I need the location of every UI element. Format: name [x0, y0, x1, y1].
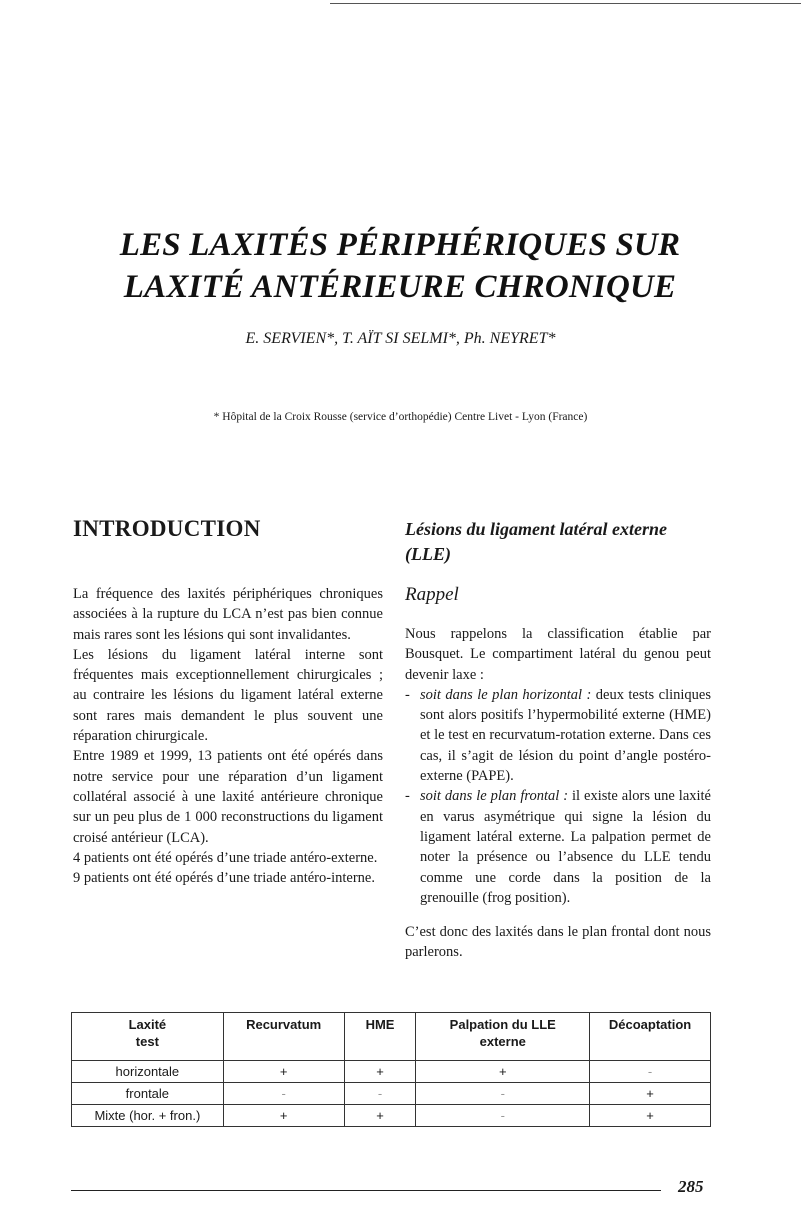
bullet-item-horizontal [405, 685, 711, 786]
paragraph: 9 patients ont été opérés d’une triade antéro-interne. [73, 870, 375, 887]
authors: E. SERVIEN*, T. AÏT SI SELMI*, Ph. NEYRET* [245, 330, 556, 347]
affiliation: * Hôpital de la Croix Rousse (service d’orthopédie) Centre Livet - Lyon (France) [213, 411, 588, 423]
table-header-cell: Recurvatum [223, 1013, 344, 1061]
table-cell: + [344, 1105, 416, 1127]
bullet-lead: soit dans le plan horizontal : [420, 686, 592, 703]
table-cell: + [344, 1061, 416, 1083]
paragraph: Les lésions du ligament latéral interne sont fréquentes mais exceptionnellement chirurgicales ; au contraire les lésions du ligament latéral externe sont rares mais demandent le plus souvent une réparation chirurgicale. [73, 646, 383, 745]
table-cell: - [344, 1083, 416, 1105]
table-cell: + [590, 1105, 711, 1127]
section-heading-lle: Lésions du ligament latéral externe (LLE) [405, 519, 668, 564]
bullet-text: deux tests cliniques sont alors positifs l’hypermobilité externe (HME) et le test en recurvatum-rotation externe. Dans ces cas, il s’agit de lésion du point d’angle postéro-externe (PAPE). [420, 686, 711, 785]
table-cell: + [590, 1083, 711, 1105]
bullet-dash: - [405, 788, 410, 805]
table-cell-label: horizontale [72, 1061, 224, 1083]
article-title-line-2: LAXITÉ ANTÉRIEURE CHRONIQUE [123, 269, 677, 305]
table-cell: - [590, 1061, 711, 1083]
table-row [72, 1083, 711, 1105]
bullet-dash: - [405, 686, 410, 703]
bullet-item-frontal [405, 786, 711, 908]
table-cell: - [416, 1105, 590, 1127]
intro-paragraph: Nous rappelons la classification établie par Bousquet. Le compartiment latéral du genou peut devenir laxe : [405, 626, 711, 683]
subheading-rappel: Rappel [405, 584, 459, 605]
page-number: 285 [678, 1177, 704, 1196]
paragraph: La fréquence des laxités périphériques chroniques associées à la rupture du LCA n’est pas bien connue mais rares sont les lésions qui sont invalidantes. [73, 586, 383, 643]
closing-paragraph: C’est donc des laxités dans le plan frontal dont nous parlerons. [405, 924, 711, 961]
table-cell: + [223, 1105, 344, 1127]
table-cell: + [223, 1061, 344, 1083]
article-title-line-1: LES LAXITÉS PÉRIPHÉRIQUES SUR [119, 227, 681, 263]
table-cell: - [223, 1083, 344, 1105]
table-row [72, 1105, 711, 1127]
section-heading-introduction: INTRODUCTION [73, 516, 261, 541]
left-column [73, 584, 383, 888]
table-row [72, 1061, 711, 1083]
paragraph: Entre 1989 et 1999, 13 patients ont été opérés dans notre service pour une réparation d’un ligament collatéral associé à une laxité antérieure chronique sur un peu plus de 1 000 reconstructions du ligament croisé antérieur (LCA). [73, 748, 383, 846]
footer-rule [71, 1190, 661, 1191]
table-cell: - [416, 1083, 590, 1105]
bullet-text: il existe alors une laxité en varus asymétrique qui signe la lésion du ligament latéral externe. La palpation permet de noter la présence ou l’absence du LLE tendu comme une corde dans la position de la grenouille (frog position). [420, 788, 711, 906]
table-header-cell: Palpation du LLE externe [416, 1013, 590, 1061]
bullet-lead: soit dans le plan frontal : [420, 788, 569, 805]
table-header-row [72, 1013, 711, 1061]
table-header-cell: Décoaptation [590, 1013, 711, 1061]
table-cell-label: frontale [72, 1083, 224, 1105]
top-rule [330, 3, 801, 4]
right-column [405, 624, 711, 963]
table-header-cell: Laxité test [72, 1013, 224, 1061]
table-header-cell: HME [344, 1013, 416, 1061]
table-cell: + [416, 1061, 590, 1083]
laxity-table [71, 1012, 711, 1127]
paragraph: 4 patients ont été opérés d’une triade antéro-externe. [73, 849, 378, 866]
table-cell-label: Mixte (hor. + fron.) [72, 1105, 224, 1127]
